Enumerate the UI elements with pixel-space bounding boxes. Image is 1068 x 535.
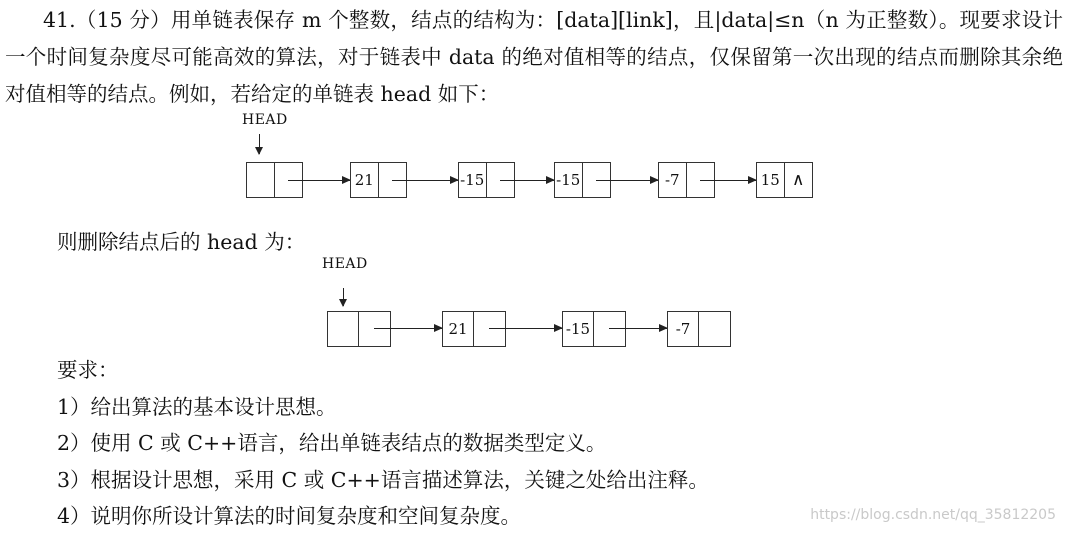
link-arrow bbox=[374, 328, 442, 329]
node-data: 21 bbox=[443, 312, 474, 346]
head-pointer-arrow bbox=[259, 134, 260, 154]
null-link: ∧ bbox=[792, 170, 805, 190]
node-data: 21 bbox=[351, 163, 379, 197]
head-label: HEAD bbox=[322, 256, 368, 272]
node-data: -15 bbox=[555, 163, 583, 197]
node-link bbox=[594, 312, 625, 346]
node-link bbox=[699, 312, 730, 346]
node-data: 15 bbox=[757, 163, 785, 197]
link-arrow bbox=[596, 180, 658, 181]
list-node bbox=[562, 311, 626, 347]
node-data bbox=[247, 163, 275, 197]
node-data bbox=[328, 312, 359, 346]
problem-statement: 41.（15 分）用单链表保存 m 个整数，结点的结构为：[data][link]，且|data|≤n（n 为正整数）。现要求设计一个时间复杂度尽可能高效的算法，对于链表中 data 的绝对值相等的结点，仅保留第一次出现的结点而删除其余绝对值相等的结点。例如，若给定的单链表 head 如下： bbox=[5, 8, 1063, 106]
node-link bbox=[359, 312, 390, 346]
requirement-item: 1）给出算法的基本设计思想。 bbox=[57, 395, 337, 419]
link-arrow bbox=[392, 180, 458, 181]
requirement-item: 3）根据设计思想，采用 C 或 C++语言描述算法，关键之处给出注释。 bbox=[57, 468, 709, 492]
watermark: https://blog.csdn.net/qq_35812205 bbox=[810, 507, 1056, 523]
node-data: -15 bbox=[459, 163, 487, 197]
requirements-title: 要求： bbox=[57, 358, 119, 382]
link-arrow bbox=[609, 328, 667, 329]
node-data: -7 bbox=[659, 163, 687, 197]
after-deletion-text: 则删除结点后的 head 为： bbox=[57, 230, 306, 254]
head-pointer-arrow bbox=[343, 288, 344, 306]
link-arrow bbox=[500, 180, 554, 181]
linked-list-diagram-original bbox=[232, 112, 832, 208]
list-node bbox=[442, 311, 506, 347]
list-node-head bbox=[327, 311, 391, 347]
list-node-tail bbox=[667, 311, 731, 347]
link-arrow bbox=[288, 180, 350, 181]
node-data: -15 bbox=[563, 312, 594, 346]
requirement-item: 4）说明你所设计算法的时间复杂度和空间复杂度。 bbox=[57, 504, 522, 528]
head-label: HEAD bbox=[242, 112, 288, 128]
link-arrow bbox=[489, 328, 562, 329]
link-arrow bbox=[700, 180, 756, 181]
linked-list-diagram-result bbox=[312, 256, 752, 346]
list-node-tail bbox=[756, 162, 813, 198]
node-link bbox=[474, 312, 505, 346]
requirement-item: 2）使用 C 或 C++语言，给出单链表结点的数据类型定义。 bbox=[57, 431, 607, 455]
node-data: -7 bbox=[668, 312, 699, 346]
